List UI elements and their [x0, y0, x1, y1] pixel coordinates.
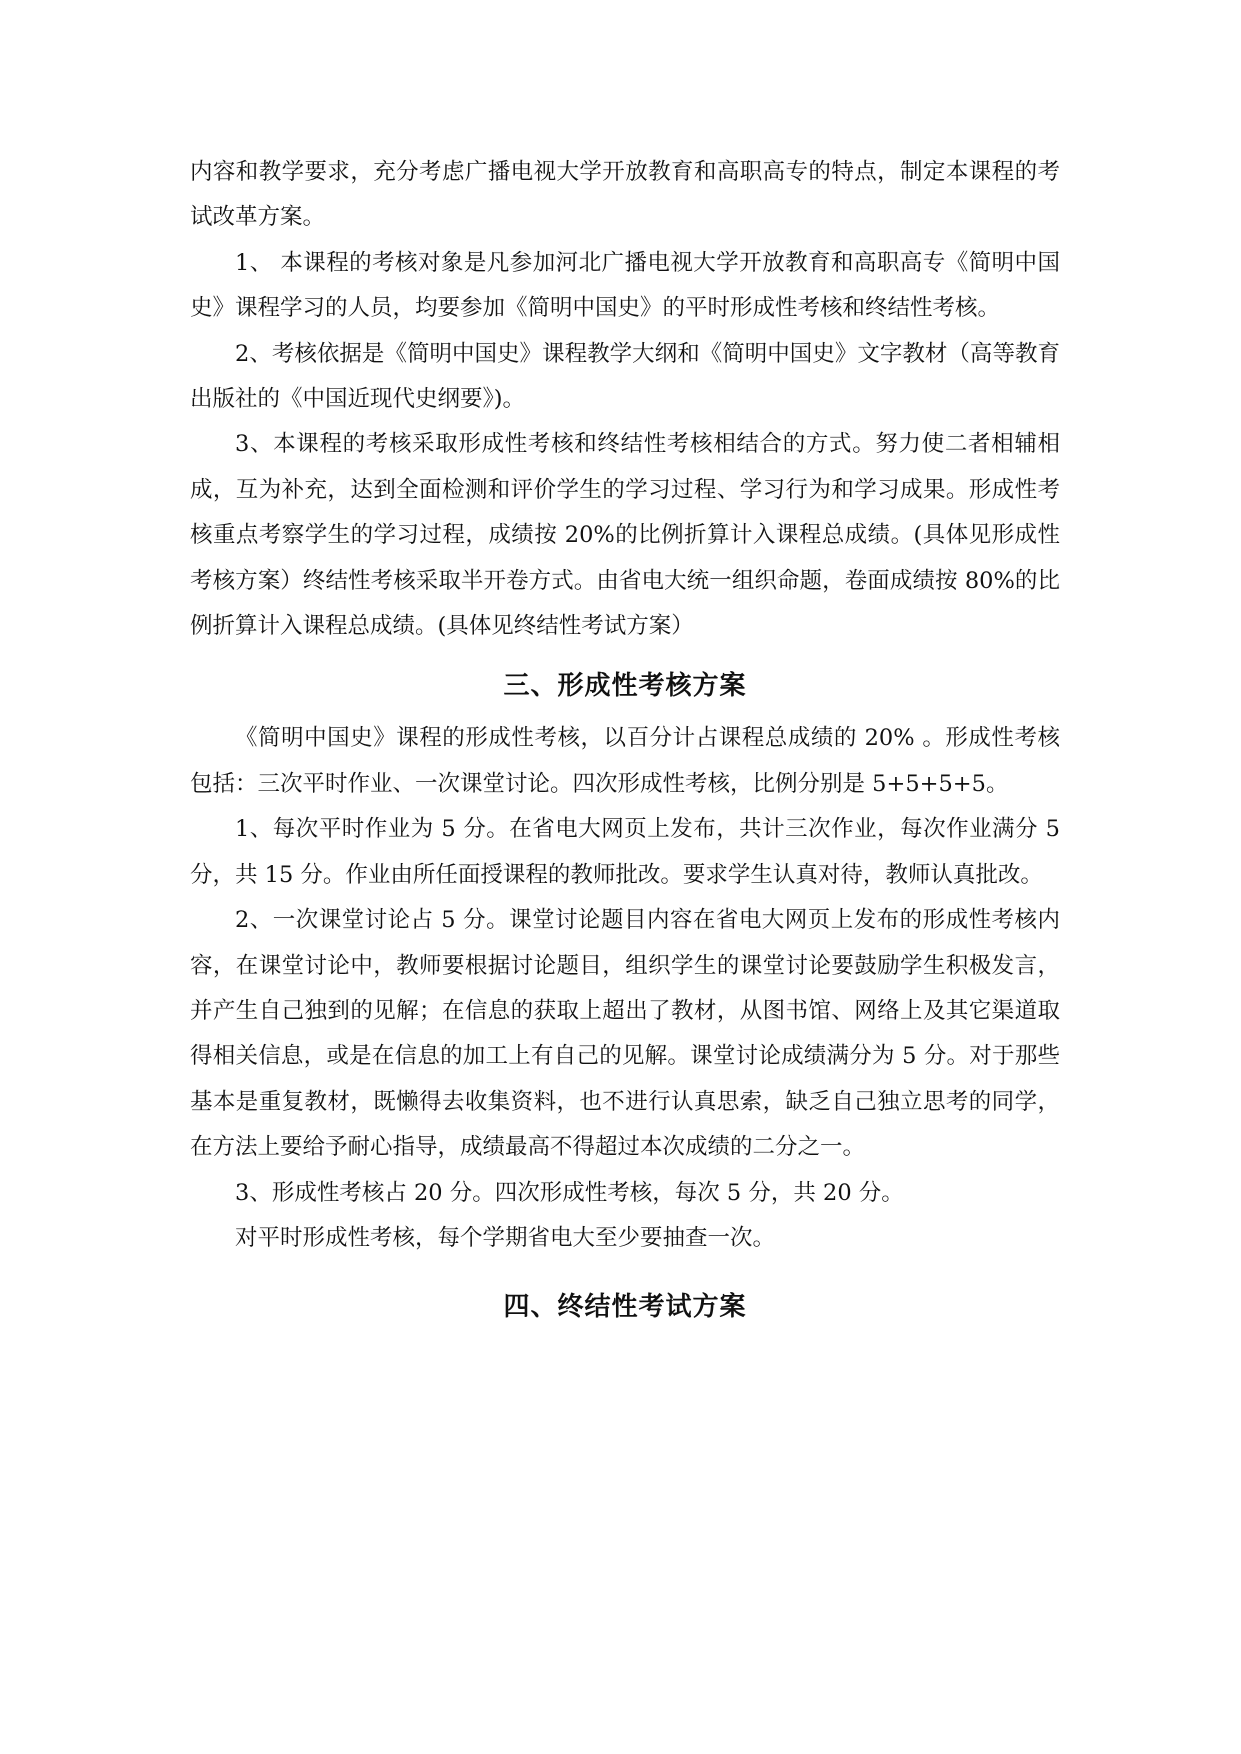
document-page [190, 150, 1060, 1337]
section4-heading: 四、终结性考试方案 [503, 1292, 747, 1323]
section3-paragraph-4: 3、形成性考核占 20 分。四次形成性考核，每次 5 分，共 20 分。 [235, 1179, 904, 1206]
section3-heading: 三、形成性考核方案 [503, 671, 747, 702]
section3-paragraph-1: 《简明中国史》课程的形成性考核，以百分计占课程总成绩的 20% 。形成性考核包括：三次平时作业、一次课堂讨论。四次形成性考核，比例分别是 5+5+5+5。 [190, 725, 1060, 797]
section3-paragraph-3: 2、一次课堂讨论占 5 分。课堂讨论题目内容在省电大网页上发布的形成性考核内容，在课堂讨论中，教师要根据讨论题目，组织学生的课堂讨论要鼓励学生积极发言，并产生自己独到的见解；在信息的获取上超出了教材，从图书馆、网络上及其它渠道取得相关信息，或是在信息的加工上有自己的见解。课堂讨论成绩满分为 5 分。对于那些基本是重复教材，既懒得去收集资料，也不进行认真思索，缺乏自己独立思考的同学，在方法上要给予耐心指导，成绩最高不得超过本次成绩的二分之一。 [190, 907, 1060, 1161]
section3-paragraph-2: 1、每次平时作业为 5 分。在省电大网页上发布，共计三次作业，每次作业满分 5 分，共 15 分。作业由所任面授课程的教师批改。要求学生认真对待，教师认真批改。 [190, 816, 1060, 888]
section3-paragraph-5: 对平时形成性考核，每个学期省电大至少要抽查一次。 [235, 1224, 776, 1251]
intro-paragraph: 内容和教学要求，充分考虑广播电视大学开放教育和高职高专的特点，制定本课程的考试改革方案。 [190, 159, 1060, 231]
section2-item-3: 3、本课程的考核采取形成性考核和终结性考核相结合的方式。努力使二者相辅相成，互为补充，达到全面检测和评价学生的学习过程、学习行为和学习成果。形成性考核重点考察学生的学习过程，成绩按 20%的比例折算计入课程总成绩。(具体见形成性考核方案）终结性考核采取半开卷方式。由省电大统一组织命题，卷面成绩按 80%的比例折算计入课程总成绩。(具体见终结性考试方案） [190, 431, 1060, 640]
section2-item-1: 1、 本课程的考核对象是凡参加河北广播电视大学开放教育和高职高专《简明中国史》课程学习的人员，均要参加《简明中国史》的平时形成性考核和终结性考核。 [190, 249, 1060, 322]
section2-item-2: 2、考核依据是《简明中国史》课程教学大纲和《简明中国史》文字教材（高等教育出版社的《中国近现代史纲要》)。 [190, 340, 1060, 413]
